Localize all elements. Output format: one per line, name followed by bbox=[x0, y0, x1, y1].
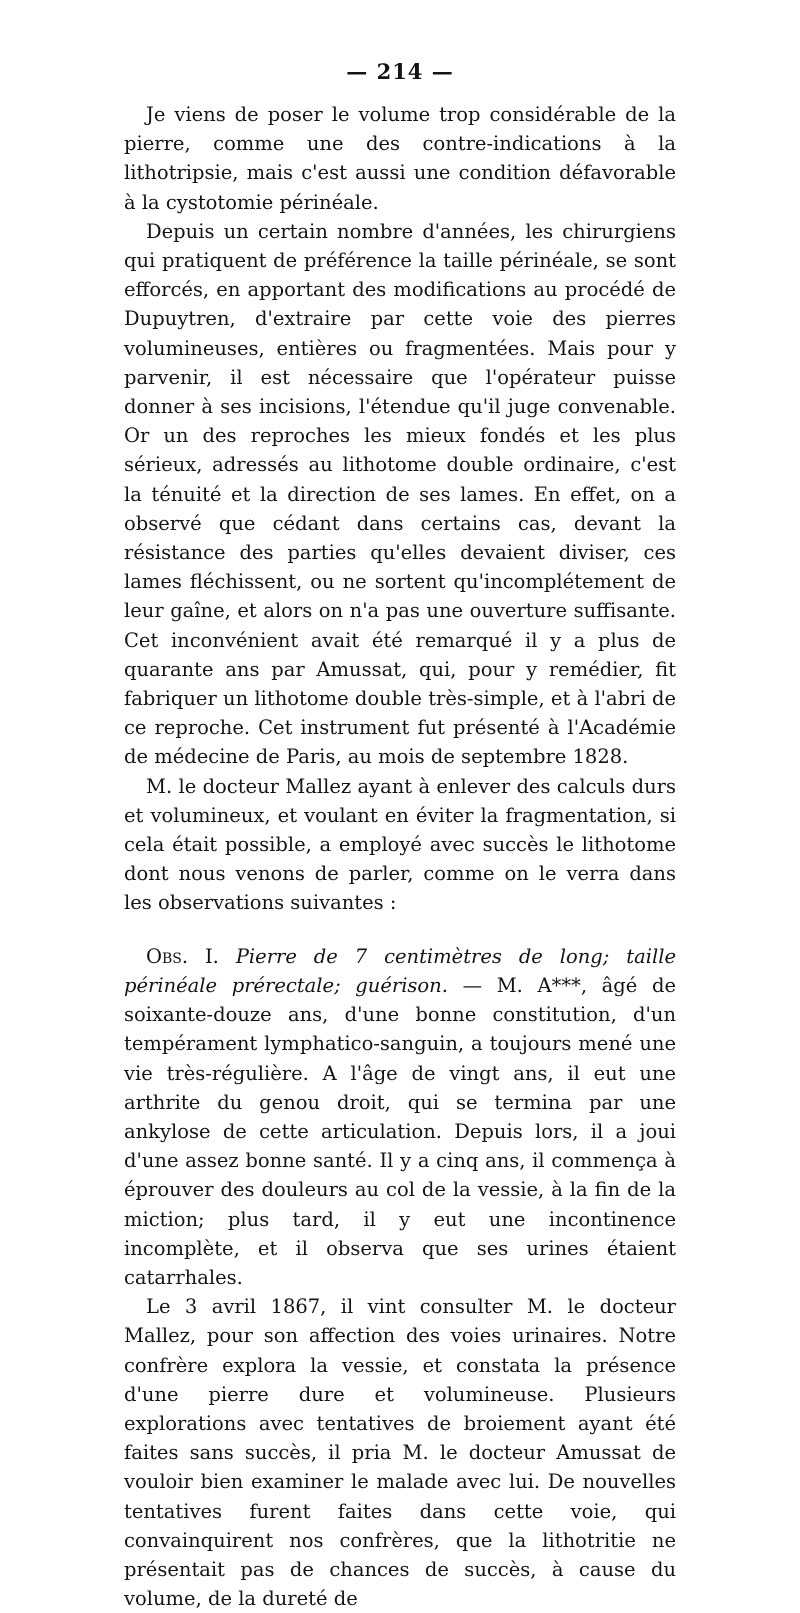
observation-title: Pierre de 7 centimètres de long; taille périnéale prérectale; guérison. bbox=[124, 944, 676, 997]
paragraph-3: M. le docteur Mallez ayant à enlever des calculs durs et volumineux, et voulant en éviter la fragmentation, si cela était possible, a employé avec succès le lithotome dont nous venons de parler, comme on le verra dans les observations suivantes : bbox=[124, 774, 676, 915]
paragraph-2: Depuis un certain nombre d'années, les chirurgiens qui pratiquent de préférence la taille périnéale, se sont efforcés, en apportant des modifications au procédé de Dupuytren, d'extraire par cette voie des pierres volumineuses, entières ou fragmentées. Mais pour y parvenir, il est nécessaire que l'opérateur puisse donner à ses incisions, l'étendue qu'il juge convenable. Or un des reproches les mieux fondés et les plus sérieux, adressés au lithotome double ordinaire, c'est la ténuité et la direction de ses lames. En effet, on a observé que cédant dans certains cas, devant la résistance des parties qu'elles devaient diviser, ces lames fléchissent, ou ne sortent qu'incomplétement de leur gaîne, et alors on n'a pas une ouverture suffisante. Cet inconvénient avait été remarqué il y a plus de quarante ans par Amussat, qui, pour y remédier, fit fabriquer un lithotome double très-simple, et à l'abri de ce reproche. Cet instrument fut présenté à l'Académie de médecine de Paris, au mois de septembre 1828. bbox=[124, 219, 676, 769]
paragraph-1: Je viens de poser le volume trop considérable de la pierre, comme une des contre-indications à la lithotripsie, mais c'est aussi une condition défavorable à la cystotomie périnéale. bbox=[124, 103, 676, 214]
book-page bbox=[124, 58, 676, 1613]
paragraph-final: Le 3 avril 1867, il vint consulter M. le docteur Mallez, pour son affection des voies urinaires. Notre confrère explora la vessie, et constata la présence d'une pierre dure et volumineuse. Plusieurs explorations avec tentatives de broiement ayant été faites sans succès, il pria M. le docteur Amussat de vouloir bien examiner le malade avec lui. De nouvelles tentatives furent faites dans cette voie, qui convainquirent nos confrères, que la lithotritie ne présentait pas de chances de succès, à cause du volume, de la dureté de bbox=[124, 1295, 676, 1611]
page-number: — 214 — bbox=[346, 59, 454, 84]
observation-label: Obs. I. bbox=[146, 944, 219, 968]
observation-text: — M. A***, âgé de soixante-douze ans, d'une bonne constitution, d'un tempérament lymphatico-sanguin, a toujours mené une vie très-régulière. A l'âge de vingt ans, il eut une arthrite du genou droit, qui se termina par une ankylose de cette articulation. Depuis lors, il a joui d'une assez bonne santé. Il y a cinq ans, il commença à éprouver des douleurs au col de la vessie, à la fin de la miction; plus tard, il y eut une incontinence incomplète, et il observa que ses urines étaient catarrhales. bbox=[124, 973, 676, 1289]
observation-paragraph bbox=[124, 942, 676, 1292]
